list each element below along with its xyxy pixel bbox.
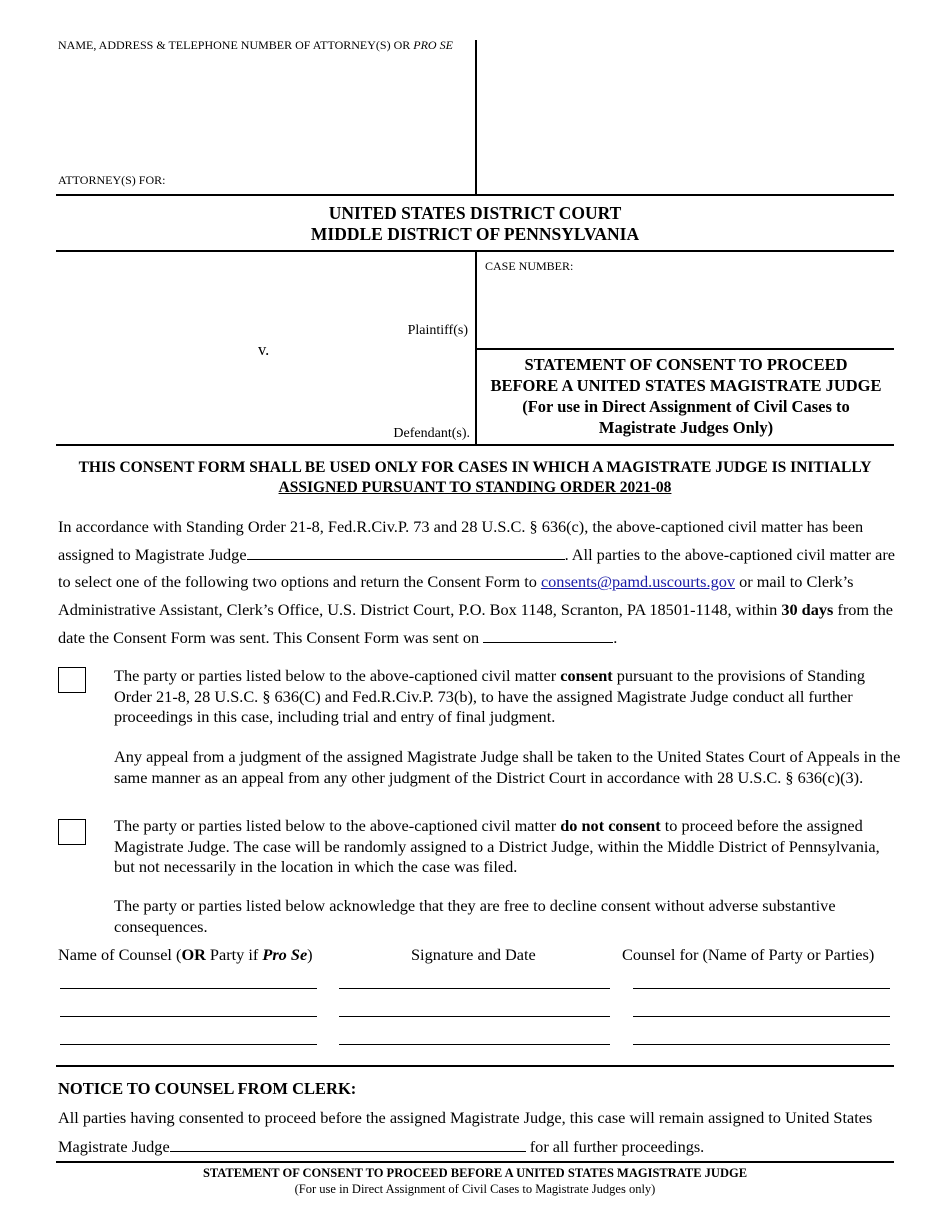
sent-date-blank[interactable] — [483, 627, 613, 643]
defendant-label: Defendant(s). — [393, 426, 470, 441]
counsel-for-line-2[interactable] — [633, 1016, 890, 1017]
statement-title-line-4: Magistrate Judges Only) — [598, 418, 774, 437]
name-line-2[interactable] — [60, 1016, 317, 1017]
court-name — [56, 203, 894, 245]
name-of-counsel-header — [58, 945, 313, 965]
name-line-3[interactable] — [60, 1044, 317, 1045]
name-header-or: OR — [181, 945, 206, 964]
magistrate-judge-blank[interactable] — [247, 544, 565, 560]
deadline-days: 30 days — [781, 600, 834, 620]
signature-line-2[interactable] — [339, 1016, 610, 1017]
clerk-notice-text-1: All parties having consented to proceed before the assigned Magistrate Judge, this case will remain assigned to United States Magistrate Judge — [58, 1108, 873, 1156]
intro-paragraph — [58, 513, 898, 652]
counsel-for-header: Counsel for (Name of Party or Parties) — [622, 945, 875, 964]
appeal-paragraph: Any appeal from a judgment of the assigned Magistrate Judge shall be taken to the United States Court of Appeals in the same manner as an appeal from any other judgment of the District Court in accordance with 28 U.S.C. § 636(c)(3). — [114, 747, 901, 787]
name-header-c: ) — [307, 945, 313, 964]
notice-heading-line-2: ASSIGNED PURSUANT TO STANDING ORDER 2021-08 — [278, 479, 672, 496]
name-line-1[interactable] — [60, 988, 317, 989]
signature-date-header: Signature and Date — [411, 945, 536, 964]
intro-text-1: In accordance with Standing Order 21-8, Fed.R.Civ.P. 73 and 28 U.S.C. § 636(c), the above-captioned civil matter has been assigned to Magistrate Judge — [58, 517, 864, 564]
footer-line-1: STATEMENT OF CONSENT TO PROCEED BEFORE A UNITED STATES MAGISTRATE JUDGE — [202, 1166, 748, 1180]
court-line-2: MIDDLE DISTRICT OF PENNSYLVANIA — [310, 224, 640, 244]
plaintiff-label: Plaintiff(s) — [407, 323, 468, 338]
case-number-label: CASE NUMBER: — [485, 259, 574, 273]
decline-text-b: to proceed before the assigned Magistrate Judge. The case will be randomly assigned to a District Judge, within the Middle District of Pennsylvania, but not necessarily in the location in which the case was filed. — [114, 816, 880, 876]
decline-bold: do not consent — [560, 816, 661, 835]
counsel-for-line-3[interactable] — [633, 1044, 890, 1045]
do-not-consent-checkbox[interactable] — [58, 819, 86, 845]
attorney-for-label: ATTORNEY(S) FOR: — [58, 173, 166, 187]
notice-heading-line-1: THIS CONSENT FORM SHALL BE USED ONLY FOR CASES IN WHICH A MAGISTRATE JUDGE IS INITIALLY — [78, 459, 872, 476]
statement-title — [478, 354, 894, 438]
pro-se-label: PRO SE — [413, 38, 453, 52]
name-header-prose: Pro Se — [262, 945, 308, 964]
statement-title-line-2: BEFORE A UNITED STATES MAGISTRATE JUDGE — [490, 376, 882, 395]
consent-text-a: The party or parties listed below to the above-captioned civil matter — [114, 666, 561, 685]
consent-bold: consent — [560, 666, 613, 685]
counsel-for-line-1[interactable] — [633, 988, 890, 989]
clerk-notice-paragraph — [58, 1104, 898, 1161]
header-divider-vertical — [475, 40, 477, 195]
attorney-info-label — [58, 38, 453, 53]
statement-title-line-3: (For use in Direct Assignment of Civil Cases to — [522, 397, 850, 416]
name-header-b: Party if — [205, 945, 263, 964]
consent-checkbox[interactable] — [58, 667, 86, 693]
court-line-1: UNITED STATES DISTRICT COURT — [328, 203, 622, 223]
attorney-label-text: NAME, ADDRESS & TELEPHONE NUMBER OF ATTORNEY(S) OR — [58, 38, 414, 52]
consents-email-link[interactable]: consents@pamd.uscourts.gov — [540, 572, 736, 592]
consent-text-b: pursuant to the provisions of Standing Order 21-8, 28 U.S.C. § 636(C) and Fed.R.Civ.P. 73(b), to have the assigned Magistrate Judge conduct all further proceedings in this case, including trial and entry of final judgment. — [114, 666, 866, 726]
signature-line-3[interactable] — [339, 1044, 610, 1045]
consent-option-text — [114, 666, 904, 728]
intro-text-3: or mail to Clerk’s Administrative Assistant, Clerk’s Office, U.S. District Court, P.O. Box 1148, Scranton, PA 18501-1148, within — [58, 572, 854, 620]
clerk-notice-heading: NOTICE TO COUNSEL FROM CLERK: — [58, 1079, 357, 1098]
caption-bottom-rule — [56, 444, 894, 446]
versus-label: v. — [258, 340, 270, 359]
header-bottom-rule — [56, 194, 894, 196]
decline-text-a: The party or parties listed below to the above-captioned civil matter — [114, 816, 561, 835]
intro-text-4: from the date the Consent Form was sent. This Consent Form was sent on — [58, 600, 894, 647]
footer-line-2: (For use in Direct Assignment of Civil Cases to Magistrate Judges only) — [294, 1182, 656, 1196]
acknowledge-paragraph: The party or parties listed below acknowledge that they are free to decline consent without adverse substantive consequences. — [114, 896, 836, 936]
signatures-bottom-rule — [56, 1065, 894, 1067]
signature-line-1[interactable] — [339, 988, 610, 989]
clerk-notice-text-2: for all further proceedings. — [525, 1136, 705, 1156]
decline-option-text — [114, 816, 904, 878]
footer-top-rule — [56, 1161, 894, 1163]
intro-text-5: . — [613, 627, 618, 647]
page-footer — [56, 1165, 894, 1197]
case-number-rule — [476, 348, 894, 350]
final-magistrate-blank[interactable] — [170, 1136, 526, 1152]
name-header-a: Name of Counsel ( — [58, 945, 182, 964]
statement-title-line-1: STATEMENT OF CONSENT TO PROCEED — [524, 355, 848, 374]
consent-form-notice — [56, 458, 894, 498]
intro-text-2: . All parties to the above-captioned civil matter are to select one of the following two options and return the Consent Form to — [58, 544, 896, 592]
